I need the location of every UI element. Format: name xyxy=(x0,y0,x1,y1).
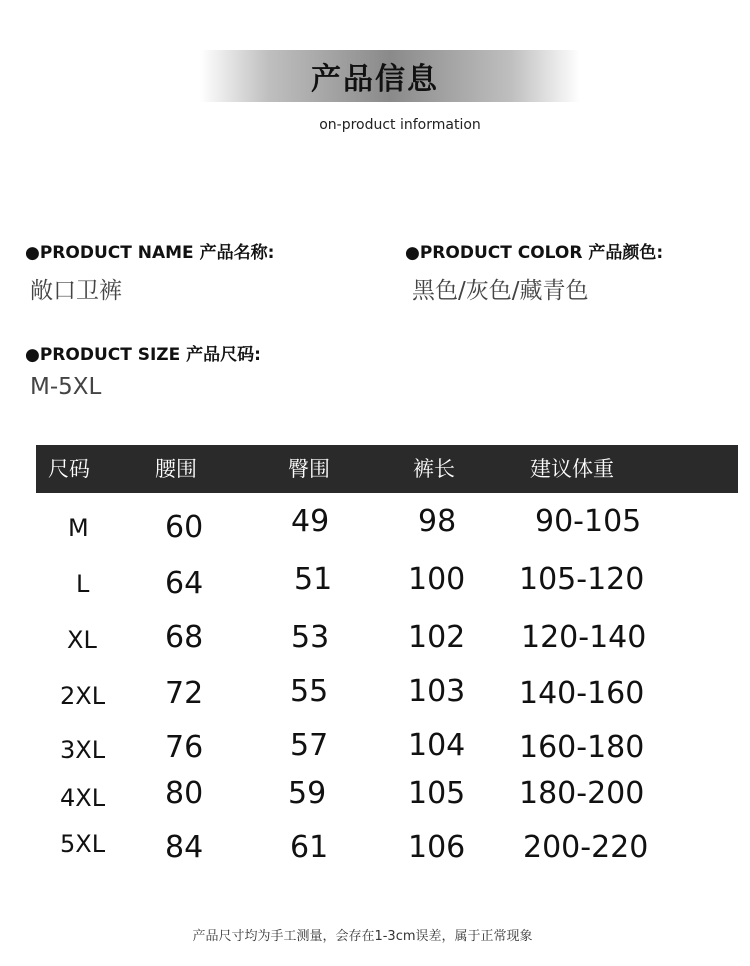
table-cell-size: 3XL xyxy=(60,736,106,764)
table-cell-waist: 60 xyxy=(165,510,204,545)
column-header-length: 裤长 xyxy=(413,457,455,481)
table-cell-length: 106 xyxy=(408,830,466,865)
table-cell-hip: 57 xyxy=(290,728,329,763)
page-subtitle: on-product information xyxy=(319,117,481,133)
table-cell-waist: 76 xyxy=(165,730,204,765)
table-cell-length: 103 xyxy=(408,674,466,709)
table-cell-hip: 49 xyxy=(291,504,330,539)
product-color-label: ●PRODUCT COLOR 产品颜色: xyxy=(405,243,664,263)
table-cell-hip: 55 xyxy=(290,674,329,709)
product-name-value: 敞口卫裤 xyxy=(30,278,122,304)
table-cell-weight: 180-200 xyxy=(519,776,645,811)
table-cell-waist: 80 xyxy=(165,776,204,811)
table-cell-waist: 84 xyxy=(165,830,204,865)
product-name-label: ●PRODUCT NAME 产品名称: xyxy=(25,243,275,263)
column-header-size: 尺码 xyxy=(48,457,90,481)
table-cell-hip: 53 xyxy=(291,620,330,655)
table-cell-waist: 64 xyxy=(165,566,204,601)
product-color-value: 黑色/灰色/藏青色 xyxy=(412,278,589,304)
table-cell-waist: 68 xyxy=(165,620,204,655)
table-cell-size: 5XL xyxy=(60,830,106,858)
table-cell-weight: 200-220 xyxy=(523,830,649,865)
table-cell-size: M xyxy=(68,514,89,542)
page-title: 产品信息 xyxy=(311,62,439,97)
measurement-note: 产品尺寸均为手工测量，会存在1-3cm误差，属于正常现象 xyxy=(192,929,533,944)
table-cell-length: 100 xyxy=(408,562,466,597)
table-cell-weight: 105-120 xyxy=(519,562,645,597)
table-cell-length: 102 xyxy=(408,620,466,655)
table-cell-length: 105 xyxy=(408,776,466,811)
table-cell-waist: 72 xyxy=(165,676,204,711)
table-cell-hip: 51 xyxy=(294,562,333,597)
table-cell-length: 104 xyxy=(408,728,466,763)
column-header-waist: 腰围 xyxy=(155,457,197,481)
table-cell-size: XL xyxy=(67,626,97,654)
table-cell-length: 98 xyxy=(418,504,457,539)
size-table-header xyxy=(36,445,738,493)
table-cell-size: 4XL xyxy=(60,784,106,812)
column-header-weight: 建议体重 xyxy=(530,457,614,481)
table-cell-weight: 160-180 xyxy=(519,730,645,765)
table-cell-hip: 59 xyxy=(288,776,327,811)
table-cell-hip: 61 xyxy=(290,830,329,865)
table-cell-weight: 140-160 xyxy=(519,676,645,711)
product-size-value: M-5XL xyxy=(30,374,102,400)
table-cell-weight: 120-140 xyxy=(521,620,647,655)
column-header-hip: 臀围 xyxy=(288,457,330,481)
table-cell-weight: 90-105 xyxy=(535,504,642,539)
table-cell-size: 2XL xyxy=(60,682,106,710)
table-cell-size: L xyxy=(76,570,90,598)
product-size-label: ●PRODUCT SIZE 产品尺码: xyxy=(25,345,261,365)
